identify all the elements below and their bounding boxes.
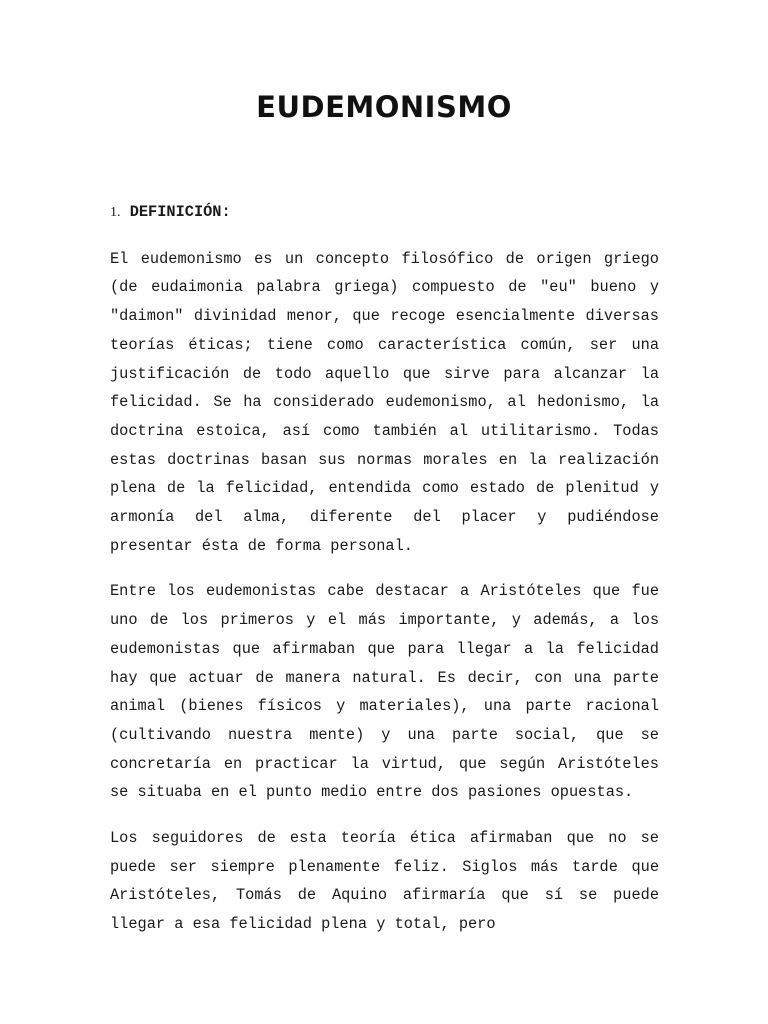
paragraph-2: Entre los eudemonistas cabe destacar a Aristóteles que fue uno de los primeros y el más importante, y además, a los eudemonistas que afirmaban que para llegar a la felicidad hay que actuar de manera natural. Es decir, con una parte animal (bienes físicos y materiales), una parte racional (cultivando nuestra mente) y una parte social, que se concretaría en practicar la virtud, que según Aristóteles se situaba en el punto medio entre dos pasiones opuestas. — [110, 582, 659, 802]
section-number: 1. — [110, 205, 121, 220]
section-heading — [110, 198, 659, 228]
section-title: DEFINICIÓN: — [129, 203, 231, 221]
document-title: EUDEMONISMO — [256, 90, 512, 124]
paragraph-1: El eudemonismo es un concepto filosófico de origen griego (de eudaimonia palabra griega) compuesto de "eu" bueno y "daimon" divinidad menor, que recoge esencialmente diversas teorías éticas; tiene como característica común, ser una justificación de todo aquello que sirve para alcanzar la felicidad. Se ha considerado eudemonismo, al hedonismo, la doctrina estoica, así como también al utilitarismo. Todas estas doctrinas basan sus normas morales en la realización plena de la felicidad, entendida como estado de plenitud y armonía del alma, diferente del placer y pudiéndose presentar ésta de forma personal. — [110, 249, 659, 555]
document-body — [110, 198, 659, 956]
paragraph-3: Los seguidores de esta teoría ética afirmaban que no se puede ser siempre plenamente feliz. Siglos más tarde que Aristóteles, Tomás de Aquino afirmaría que sí se puede llegar a esa felicidad plena y total, pero — [110, 829, 659, 934]
